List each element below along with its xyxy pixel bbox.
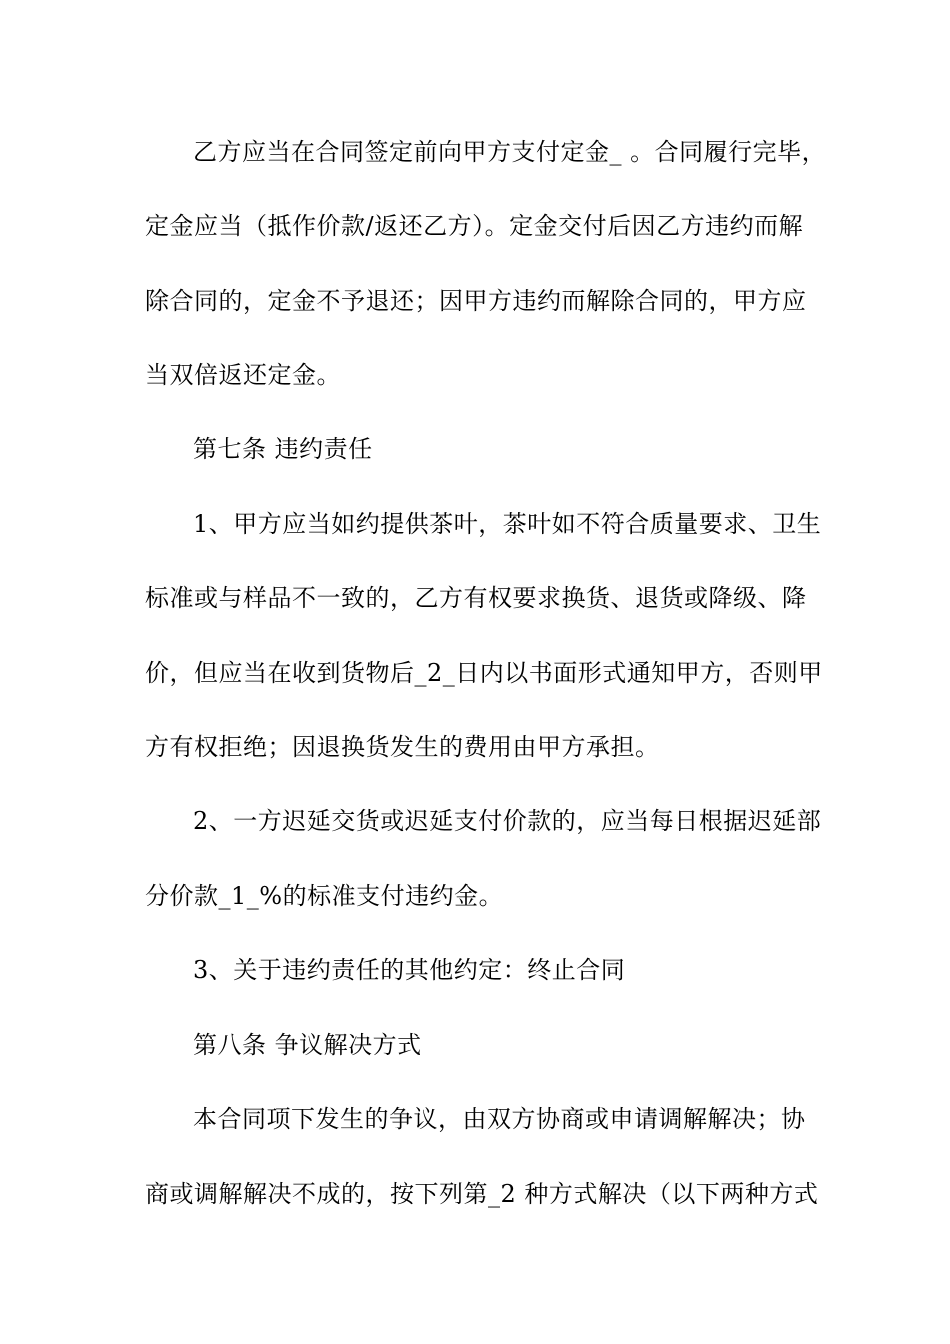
paragraph-deposit-line-1: 乙方应当在合同签定前向甲方支付定金_ 。合同履行完毕， [193, 138, 827, 166]
article-7-heading: 第七条 违约责任 [193, 435, 373, 463]
clause-7-2-line-1: 2、一方迟延交货或迟延支付价款的，应当每日根据迟延部 [193, 807, 822, 835]
clause-7-1-line-4: 方有权拒绝；因退换货发生的费用由甲方承担。 [145, 733, 660, 761]
clause-7-1-line-1: 1、甲方应当如约提供茶叶，茶叶如不符合质量要求、卫生 [193, 510, 822, 538]
paragraph-deposit-line-2: 定金应当（抵作价款/返还乙方）。定金交付后因乙方违约而解 [145, 212, 804, 240]
article-8-line-1: 本合同项下发生的争议，由双方协商或申请调解解决；协 [193, 1105, 806, 1133]
clause-7-3: 3、关于违约责任的其他约定：终止合同 [193, 956, 626, 984]
clause-7-1-line-3: 价，但应当在收到货物后_2_日内以书面形式通知甲方，否则甲 [145, 659, 823, 687]
article-8-line-2: 商或调解解决不成的，按下列第_2 种方式解决（以下两种方式 [145, 1180, 819, 1208]
clause-7-2-line-2: 分价款_1_%的标准支付违约金。 [145, 882, 504, 910]
paragraph-deposit-line-4: 当双倍返还定金。 [145, 361, 341, 389]
paragraph-deposit-line-3: 除合同的，定金不予退还；因甲方违约而解除合同的，甲方应 [145, 287, 807, 315]
article-8-heading: 第八条 争议解决方式 [193, 1031, 422, 1059]
clause-7-1-line-2: 标准或与样品不一致的，乙方有权要求换货、退货或降级、降 [145, 584, 807, 612]
